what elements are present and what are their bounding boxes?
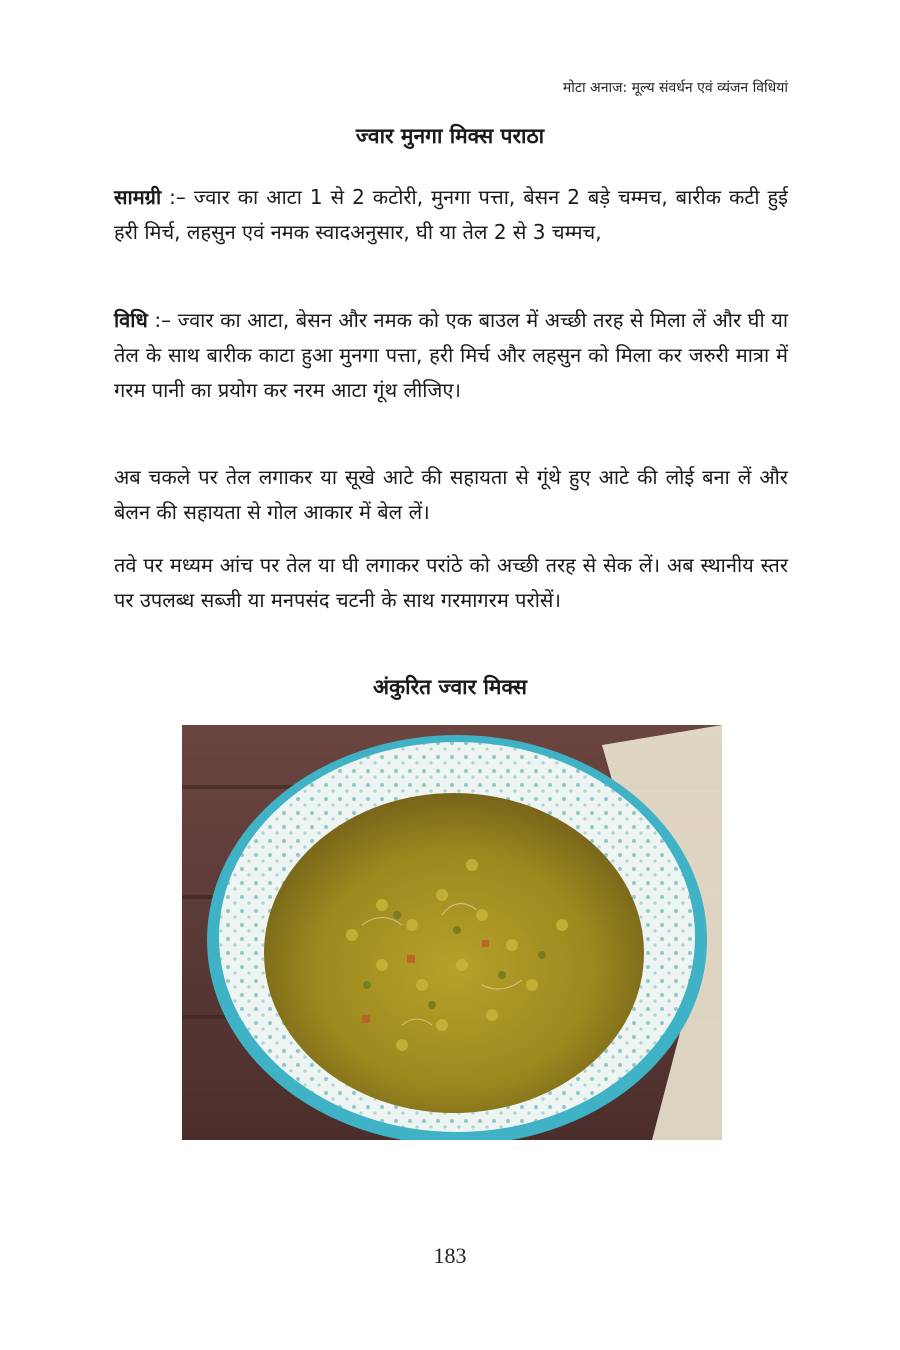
method-step-3: तवे पर मध्यम आंच पर तेल या घी लगाकर परांठे को अच्छी तरह से सेक लें। अब स्थानीय स्तर पर उपलब्ध सब्जी या मनपसंद चटनी के साथ गरमागरम परोसें।	[114, 553, 788, 612]
recipe-title: ज्वार मुनगा मिक्स पराठा	[355, 124, 545, 148]
method-paragraph	[114, 303, 788, 408]
sprouts-bowl-photo	[182, 725, 722, 1140]
ingredients-text: ज्वार का आटा 1 से 2 कटोरी, मुनगा पत्ता, बेसन 2 बड़े चम्मच, बारीक कटी हुई हरी मिर्च, लहसुन एवं नमक स्वादअनुसार, घी या तेल 2 से 3 चम्मच,	[114, 185, 789, 244]
recipe-2-title: अंकुरित ज्वार मिक्स	[372, 675, 528, 699]
ingredients-paragraph	[114, 180, 788, 250]
ingredients-separator: :–	[161, 185, 194, 209]
method-text: ज्वार का आटा, बेसन और नमक को एक बाउल में अच्छी तरह से मिला लें और घी या तेल के साथ बारीक काटा हुआ मुनगा पत्ता, हरी मिर्च और लहसुन को मिला कर जरुरी मात्रा में गरम पानी का प्रयोग कर नरम आटा गूंथ लीजिए।	[114, 308, 789, 402]
method-separator: :–	[147, 308, 178, 332]
page-number: 183	[433, 1243, 467, 1268]
method-step-2: अब चकले पर तेल लगाकर या सूखे आटे की सहायता से गूंथे हुए आटे की लोई बना लें और बेलन की सहायता से गोल आकार में बेल लें।	[114, 465, 788, 524]
method-label: विधि	[114, 308, 148, 332]
ingredients-label: सामग्री	[114, 185, 162, 209]
running-header: मोटा अनाज: मूल्य संवर्धन एवं व्यंजन विधियां	[562, 80, 788, 96]
